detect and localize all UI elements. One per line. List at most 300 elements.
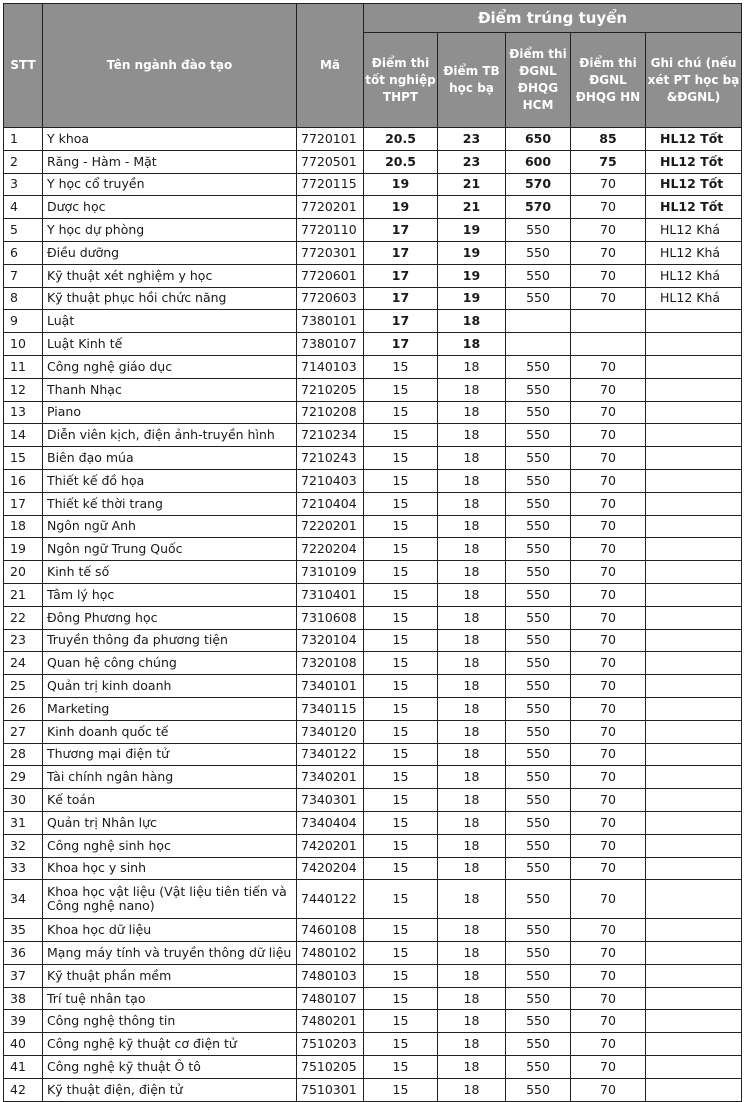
cell-name: Kế toán [43,789,297,812]
cell-thpt: 15 [364,834,438,857]
cell-note: HL12 Tốt [646,150,742,173]
cell-dgnl-hn: 70 [571,378,646,401]
cell-stt: 16 [4,469,43,492]
cell-dgnl-hn: 70 [571,264,646,287]
cell-stt: 37 [4,964,43,987]
cell-thpt: 15 [364,378,438,401]
table-row [4,378,742,401]
cell-hocba: 18 [438,1010,506,1033]
cell-stt: 30 [4,789,43,812]
cell-stt: 23 [4,629,43,652]
cell-hocba: 18 [438,811,506,834]
cell-dgnl-hn: 70 [571,964,646,987]
cell-name: Kỹ thuật điện, điện tử [43,1078,297,1101]
cell-dgnl-hn: 70 [571,919,646,942]
cell-code: 7340404 [297,811,364,834]
cell-dgnl-hn: 75 [571,150,646,173]
cell-dgnl-hn: 70 [571,401,646,424]
header-code: Mã [297,4,364,128]
cell-note [646,355,742,378]
cell-code: 7220201 [297,515,364,538]
cell-dgnl-hn: 70 [571,789,646,812]
cell-dgnl-hn: 70 [571,880,646,919]
cell-note [646,964,742,987]
cell-thpt: 15 [364,697,438,720]
cell-code: 7720201 [297,196,364,219]
cell-dgnl-hn: 70 [571,811,646,834]
table-row [4,606,742,629]
cell-thpt: 20.5 [364,128,438,151]
cell-stt: 24 [4,652,43,675]
cell-hocba: 18 [438,629,506,652]
cell-name: Luật [43,310,297,333]
cell-dgnl-hcm: 550 [506,561,571,584]
cell-dgnl-hcm: 550 [506,264,571,287]
cell-code: 7420201 [297,834,364,857]
cell-code: 7420204 [297,857,364,880]
cell-dgnl-hn: 85 [571,128,646,151]
cell-code: 7340120 [297,720,364,743]
cell-hocba: 18 [438,424,506,447]
cell-dgnl-hcm: 550 [506,1010,571,1033]
table-row [4,310,742,333]
table-row [4,401,742,424]
cell-code: 7340122 [297,743,364,766]
cell-code: 7340301 [297,789,364,812]
cell-dgnl-hn: 70 [571,1056,646,1079]
table-row [4,264,742,287]
cell-dgnl-hcm: 550 [506,447,571,470]
cell-stt: 41 [4,1056,43,1079]
cell-dgnl-hn: 70 [571,766,646,789]
cell-stt: 5 [4,219,43,242]
cell-name: Công nghệ giáo dục [43,355,297,378]
cell-dgnl-hn: 70 [571,629,646,652]
cell-note [646,697,742,720]
cell-dgnl-hn: 70 [571,652,646,675]
cell-note [646,492,742,515]
cell-thpt: 15 [364,629,438,652]
cell-code: 7210403 [297,469,364,492]
cell-hocba: 18 [438,720,506,743]
cell-note: HL12 Tốt [646,196,742,219]
cell-note: HL12 Khá [646,241,742,264]
cell-thpt: 15 [364,919,438,942]
cell-hocba: 18 [438,697,506,720]
cell-code: 7210205 [297,378,364,401]
cell-name: Thiết kế đồ họa [43,469,297,492]
cell-thpt: 15 [364,880,438,919]
cell-note [646,333,742,356]
cell-code: 7210234 [297,424,364,447]
cell-name: Đông Phương học [43,606,297,629]
cell-dgnl-hcm: 550 [506,919,571,942]
cell-hocba: 18 [438,447,506,470]
cell-hocba: 18 [438,857,506,880]
cell-name: Răng - Hàm - Mặt [43,150,297,173]
cell-stt: 25 [4,675,43,698]
cell-hocba: 19 [438,219,506,242]
cell-note [646,606,742,629]
table-row [4,561,742,584]
cell-code: 7720301 [297,241,364,264]
cell-dgnl-hcm: 550 [506,1078,571,1101]
cell-note [646,987,742,1010]
cell-name: Khoa học vật liệu (Vật liệu tiên tiến và Công nghệ nano) [43,880,297,919]
cell-stt: 14 [4,424,43,447]
cell-thpt: 15 [364,987,438,1010]
cell-note [646,424,742,447]
cell-note [646,880,742,919]
cell-hocba: 18 [438,964,506,987]
cell-dgnl-hcm: 550 [506,401,571,424]
cell-thpt: 15 [364,675,438,698]
cell-name: Marketing [43,697,297,720]
cell-name: Truyền thông đa phương tiện [43,629,297,652]
cell-thpt: 15 [364,811,438,834]
cell-hocba: 18 [438,561,506,584]
cell-name: Thiết kế thời trang [43,492,297,515]
cell-dgnl-hcm: 550 [506,287,571,310]
cell-thpt: 15 [364,1033,438,1056]
cell-code: 7210243 [297,447,364,470]
table-row [4,287,742,310]
header-group-score: Điểm trúng tuyển [364,4,742,33]
cell-stt: 34 [4,880,43,919]
table-row [4,857,742,880]
cell-note [646,675,742,698]
cell-note [646,1033,742,1056]
cell-stt: 42 [4,1078,43,1101]
cell-code: 7320104 [297,629,364,652]
cell-thpt: 15 [364,1056,438,1079]
table-row [4,880,742,919]
cell-note [646,561,742,584]
cell-name: Khoa học y sinh [43,857,297,880]
table-row [4,196,742,219]
cell-thpt: 15 [364,492,438,515]
cell-name: Công nghệ thông tin [43,1010,297,1033]
cell-note [646,720,742,743]
cell-dgnl-hcm: 550 [506,515,571,538]
table-row [4,492,742,515]
cell-thpt: 17 [364,310,438,333]
cell-dgnl-hn: 70 [571,942,646,965]
cell-hocba: 18 [438,789,506,812]
cell-note: HL12 Khá [646,219,742,242]
cell-dgnl-hcm: 550 [506,241,571,264]
cell-code: 7220204 [297,538,364,561]
table-row [4,583,742,606]
cell-thpt: 15 [364,469,438,492]
cell-stt: 8 [4,287,43,310]
cell-note [646,766,742,789]
cell-note: HL12 Tốt [646,128,742,151]
table-row [4,919,742,942]
cell-note: HL12 Khá [646,287,742,310]
cell-hocba: 18 [438,538,506,561]
cell-hocba: 18 [438,743,506,766]
cell-stt: 40 [4,1033,43,1056]
cell-dgnl-hn: 70 [571,492,646,515]
cell-hocba: 18 [438,834,506,857]
table-row [4,720,742,743]
cell-dgnl-hn: 70 [571,469,646,492]
cell-name: Mạng máy tính và truyền thông dữ liệu [43,942,297,965]
cell-stt: 1 [4,128,43,151]
cell-stt: 22 [4,606,43,629]
cell-note [646,583,742,606]
cell-dgnl-hcm [506,333,571,356]
cell-name: Quản trị kinh doanh [43,675,297,698]
cell-thpt: 15 [364,1010,438,1033]
cell-dgnl-hcm: 550 [506,538,571,561]
cell-name: Kỹ thuật xét nghiệm y học [43,264,297,287]
cell-thpt: 15 [364,857,438,880]
cell-stt: 10 [4,333,43,356]
cell-code: 7480103 [297,964,364,987]
cell-name: Tâm lý học [43,583,297,606]
cell-stt: 33 [4,857,43,880]
cell-note [646,1056,742,1079]
cell-note [646,743,742,766]
cell-thpt: 15 [364,538,438,561]
cell-name: Thương mại điện tử [43,743,297,766]
cell-hocba: 21 [438,173,506,196]
table-row [4,629,742,652]
cell-name: Piano [43,401,297,424]
cell-hocba: 18 [438,333,506,356]
cell-hocba: 18 [438,378,506,401]
cell-thpt: 15 [364,964,438,987]
header-thpt: Điểm thi tốt nghiệp THPT [364,33,438,128]
cell-stt: 31 [4,811,43,834]
cell-dgnl-hn: 70 [571,1010,646,1033]
cell-dgnl-hn: 70 [571,834,646,857]
table-row [4,447,742,470]
cell-dgnl-hcm: 550 [506,789,571,812]
cell-code: 7310401 [297,583,364,606]
cell-hocba: 18 [438,606,506,629]
cell-dgnl-hcm: 550 [506,834,571,857]
cell-hocba: 18 [438,942,506,965]
cell-dgnl-hn: 70 [571,1078,646,1101]
table-row [4,789,742,812]
cell-code: 7310608 [297,606,364,629]
cell-name: Công nghệ kỹ thuật cơ điện tử [43,1033,297,1056]
cell-dgnl-hcm: 550 [506,606,571,629]
table-row [4,652,742,675]
cell-thpt: 17 [364,264,438,287]
cell-thpt: 15 [364,515,438,538]
table-row [4,333,742,356]
table-row [4,675,742,698]
cell-note [646,310,742,333]
table-row [4,241,742,264]
cell-hocba: 23 [438,128,506,151]
cell-stt: 2 [4,150,43,173]
cell-stt: 15 [4,447,43,470]
cell-dgnl-hcm: 550 [506,880,571,919]
cell-note [646,447,742,470]
cell-code: 7320108 [297,652,364,675]
cell-thpt: 15 [364,1078,438,1101]
cell-hocba: 18 [438,583,506,606]
cell-stt: 9 [4,310,43,333]
cell-name: Y khoa [43,128,297,151]
cell-name: Điều dưỡng [43,241,297,264]
cell-code: 7210208 [297,401,364,424]
table-row [4,766,742,789]
cell-name: Tài chính ngân hàng [43,766,297,789]
cell-note [646,1078,742,1101]
cell-name: Công nghệ sinh học [43,834,297,857]
cell-name: Trí tuệ nhân tạo [43,987,297,1010]
cell-code: 7510203 [297,1033,364,1056]
cell-dgnl-hcm: 550 [506,355,571,378]
cell-thpt: 15 [364,447,438,470]
cell-stt: 26 [4,697,43,720]
cell-thpt: 15 [364,583,438,606]
cell-code: 7510205 [297,1056,364,1079]
cell-thpt: 15 [364,720,438,743]
cell-dgnl-hn: 70 [571,538,646,561]
cell-name: Y học cổ truyền [43,173,297,196]
cell-stt: 38 [4,987,43,1010]
table-row [4,515,742,538]
table-row [4,128,742,151]
cell-thpt: 15 [364,561,438,584]
cell-stt: 39 [4,1010,43,1033]
cell-code: 7140103 [297,355,364,378]
cell-code: 7380101 [297,310,364,333]
cell-dgnl-hcm: 570 [506,196,571,219]
cell-name: Luật Kinh tế [43,333,297,356]
cell-note [646,857,742,880]
cell-dgnl-hcm: 550 [506,1056,571,1079]
cell-thpt: 17 [364,219,438,242]
cell-code: 7380107 [297,333,364,356]
table-row [4,834,742,857]
cell-name: Khoa học dữ liệu [43,919,297,942]
cell-note [646,834,742,857]
cell-code: 7720115 [297,173,364,196]
table-row [4,1033,742,1056]
table-row [4,964,742,987]
cell-dgnl-hn: 70 [571,743,646,766]
table-row [4,355,742,378]
cell-code: 7340115 [297,697,364,720]
table-row [4,697,742,720]
cell-stt: 21 [4,583,43,606]
cell-code: 7480102 [297,942,364,965]
cell-hocba: 18 [438,675,506,698]
cell-note [646,811,742,834]
cell-hocba: 18 [438,880,506,919]
cell-code: 7340201 [297,766,364,789]
cell-dgnl-hn: 70 [571,173,646,196]
cell-thpt: 15 [364,424,438,447]
admission-score-table [3,3,742,1102]
cell-hocba: 18 [438,652,506,675]
cell-name: Quan hệ công chúng [43,652,297,675]
cell-dgnl-hcm: 550 [506,469,571,492]
cell-note [646,629,742,652]
cell-name: Ngôn ngữ Anh [43,515,297,538]
cell-stt: 11 [4,355,43,378]
cell-dgnl-hn: 70 [571,241,646,264]
table-row [4,1078,742,1101]
cell-note [646,789,742,812]
cell-stt: 12 [4,378,43,401]
cell-dgnl-hcm: 550 [506,652,571,675]
cell-note [646,469,742,492]
cell-name: Kỹ thuật phục hồi chức năng [43,287,297,310]
cell-hocba: 23 [438,150,506,173]
cell-hocba: 18 [438,766,506,789]
cell-name: Dược học [43,196,297,219]
cell-note [646,942,742,965]
cell-dgnl-hcm: 550 [506,492,571,515]
cell-dgnl-hcm: 550 [506,583,571,606]
cell-dgnl-hn: 70 [571,675,646,698]
cell-dgnl-hcm: 550 [506,1033,571,1056]
cell-stt: 32 [4,834,43,857]
cell-hocba: 21 [438,196,506,219]
cell-note [646,378,742,401]
header-note: Ghi chú (nếu xét PT học bạ &ĐGNL) [646,33,742,128]
cell-thpt: 15 [364,789,438,812]
cell-note [646,919,742,942]
cell-dgnl-hcm: 570 [506,173,571,196]
cell-hocba: 18 [438,355,506,378]
table-row [4,150,742,173]
cell-note [646,401,742,424]
cell-hocba: 18 [438,492,506,515]
cell-hocba: 19 [438,264,506,287]
cell-code: 7310109 [297,561,364,584]
cell-thpt: 17 [364,241,438,264]
cell-note: HL12 Khá [646,264,742,287]
cell-stt: 4 [4,196,43,219]
cell-stt: 20 [4,561,43,584]
cell-dgnl-hcm: 550 [506,378,571,401]
cell-dgnl-hcm: 550 [506,964,571,987]
cell-name: Ngôn ngữ Trung Quốc [43,538,297,561]
header-stt: STT [4,4,43,128]
cell-dgnl-hn: 70 [571,447,646,470]
cell-hocba: 18 [438,919,506,942]
cell-stt: 18 [4,515,43,538]
cell-dgnl-hcm: 550 [506,219,571,242]
cell-dgnl-hn: 70 [571,583,646,606]
cell-dgnl-hn [571,310,646,333]
cell-code: 7510301 [297,1078,364,1101]
cell-code: 7340101 [297,675,364,698]
cell-dgnl-hcm: 550 [506,697,571,720]
header-name: Tên ngành đào tạo [43,4,297,128]
cell-dgnl-hcm [506,310,571,333]
cell-dgnl-hn: 70 [571,987,646,1010]
cell-hocba: 18 [438,1078,506,1101]
cell-code: 7440122 [297,880,364,919]
cell-code: 7720110 [297,219,364,242]
cell-hocba: 18 [438,515,506,538]
cell-name: Công nghệ kỹ thuật Ô tô [43,1056,297,1079]
cell-stt: 28 [4,743,43,766]
table-row [4,173,742,196]
cell-code: 7720101 [297,128,364,151]
